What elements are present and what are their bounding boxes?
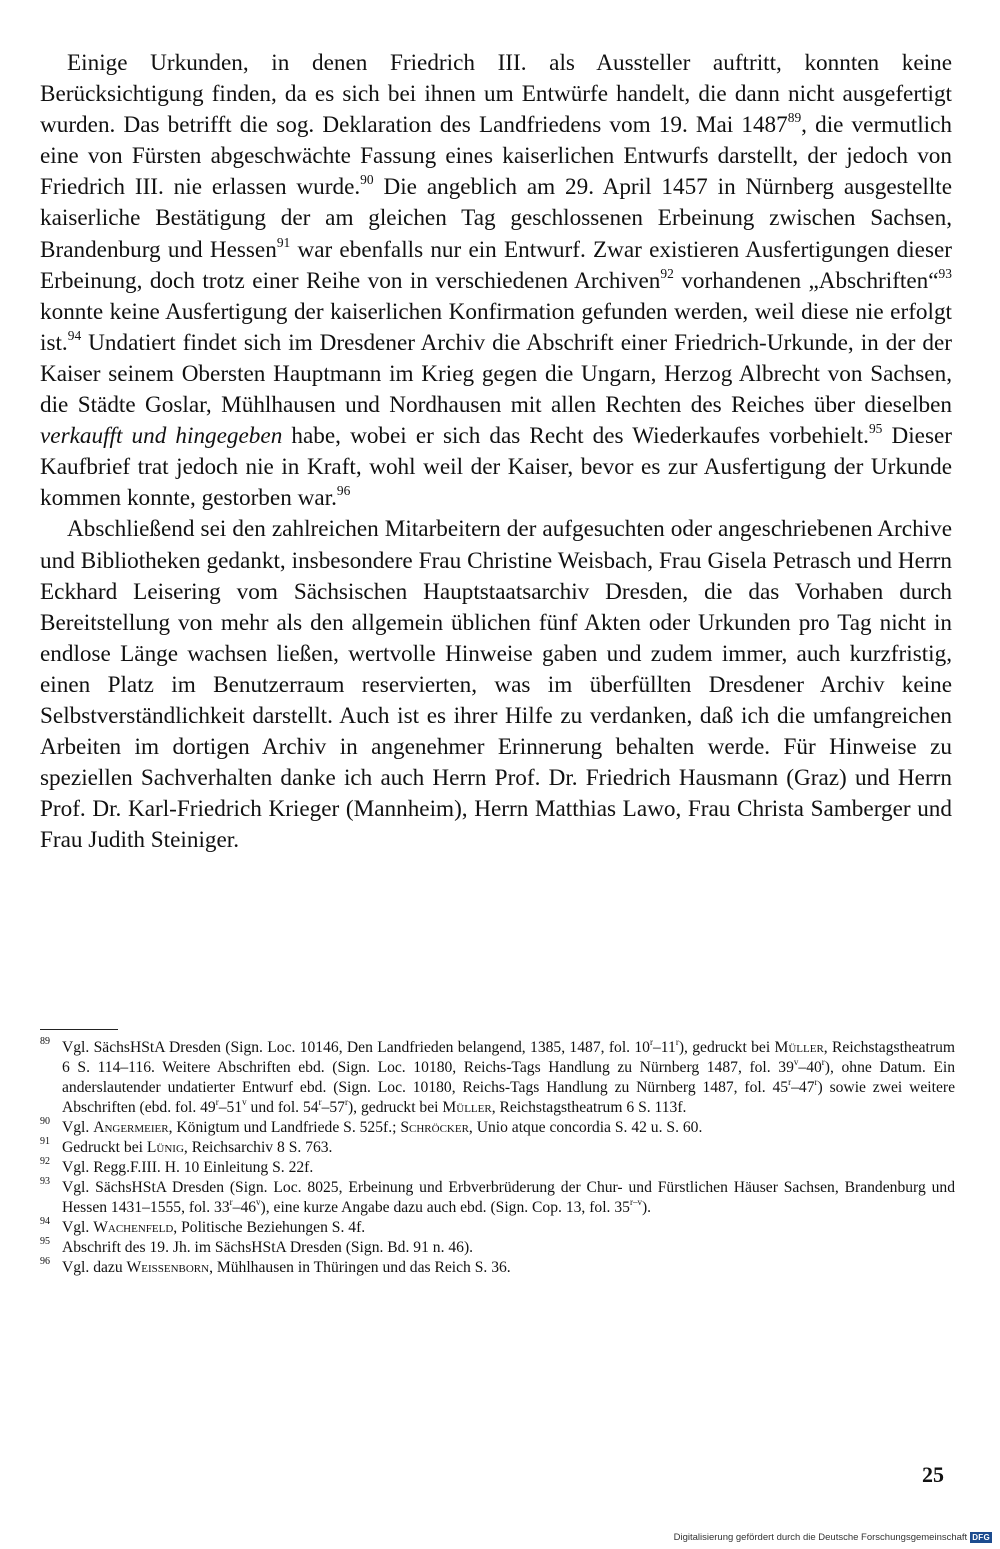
text-run: Abschrift des 19. Jh. im SächsHStA Dresden (Sign. Bd. 91 n. 46). bbox=[62, 1239, 474, 1256]
text-run: –51 bbox=[218, 1099, 243, 1116]
footnote-number: 93 bbox=[40, 1176, 50, 1187]
text-run: Undatiert findet sich im Dresdener Archiv die Abschrift einer Friedrich-Urkunde, in der der Kaiser seinem Obersten Hauptmann im Krieg gegen die Ungarn, Herzog Albrecht von Sachsen, die Städte Goslar, Mühlhausen und Nordhausen mit allen Rechten des Reiches über dieselben bbox=[40, 329, 952, 419]
footnote-ref: 92 bbox=[660, 265, 674, 281]
text-run: habe, wobei er sich das Recht des Wiederkaufes vorbehielt. bbox=[282, 423, 869, 450]
footnote-ref: r bbox=[788, 1077, 792, 1088]
text-run: , Unio atque concordia S. 42 u. S. 60. bbox=[468, 1119, 703, 1136]
author-name: Angermeier bbox=[93, 1119, 169, 1136]
footnote-ref: r bbox=[229, 1197, 233, 1208]
footnote-number: 89 bbox=[40, 1036, 50, 1047]
author-name: Müller bbox=[442, 1099, 492, 1116]
text-run: Vgl. dazu bbox=[62, 1259, 127, 1276]
footnote-ref: r bbox=[215, 1097, 219, 1108]
footnote bbox=[40, 1038, 955, 1118]
text-run: war ebenfalls nur ein Entwurf. Zwar existieren Ausfertigungen dieser Erbeinung, doch trotz einer Reihe von in verschiedenen Archiven bbox=[40, 236, 952, 294]
text-run: , Mühlhausen in Thüringen und das Reich S. 36. bbox=[209, 1259, 511, 1276]
text-run: ), gedruckt bei bbox=[678, 1039, 775, 1056]
paragraph bbox=[40, 48, 952, 514]
text-run: Abschließend sei den zahlreichen Mitarbeitern der aufgesuchten oder angeschriebenen Archive und Bibliotheken gedankt, insbesondere Frau Christine Weisbach, Frau Gisela Petrasch und Herrn Eckhard Leisering vom Sächsischen Hauptstaatsarchiv Dresden, die das Vorhaben durch Bereitstellung von mehr als den allgemein üblichen fünf Akten oder Urkunden pro Tag nicht in endlose Länge wachsen ließen, wertvolle Hinweise gaben und zudem immer, auch kurzfristig, einen Platz im Benutzerraum reservierten, was im überfüllten Dresdener Archiv keine Selbstverständlichkeit darstellt. Auch ist es ihrer Hilfe zu verdanken, daß ich die umfangreichen Arbeiten im dortigen Archiv in angenehmer Erinnerung behalten werde. Für Hinweise zu speziellen Sachverhalten danke ich auch Herrn Prof. Dr. Friedrich Hausmann (Graz) und Herrn Prof. Dr. Karl-Friedrich Krieger (Mannheim), Herrn Matthias Lawo, Frau Christa Samberger und Frau Judith Steiniger. bbox=[40, 516, 952, 854]
text-run: Vgl. Regg.F.III. H. 10 Einleitung S. 22f. bbox=[62, 1159, 314, 1176]
paragraph bbox=[40, 514, 952, 856]
author-name: Wachenfeld bbox=[93, 1219, 174, 1236]
page-number: 25 bbox=[922, 1462, 944, 1487]
footnote bbox=[40, 1218, 955, 1238]
footnote-number: 92 bbox=[40, 1156, 50, 1167]
footnote-ref: r bbox=[675, 1037, 679, 1048]
footnote-number: 91 bbox=[40, 1136, 50, 1147]
text-run: Vgl. SächsHStA Dresden (Sign. Loc. 10146, Den Landfrieden belangend, 1385, 1487, fol. 10 bbox=[62, 1039, 650, 1056]
text-run: –40 bbox=[798, 1059, 822, 1076]
footnote-ref: v bbox=[256, 1197, 261, 1208]
text-run: , Politische Beziehungen S. 4f. bbox=[173, 1219, 366, 1236]
footnote-number: 96 bbox=[40, 1256, 50, 1267]
dfg-logo-icon: DFG bbox=[972, 1533, 990, 1542]
funding-credit bbox=[674, 1532, 992, 1543]
footnote-ref: r–v bbox=[629, 1197, 642, 1208]
text-run: ). bbox=[641, 1199, 652, 1216]
text-run: konnte keine Ausfertigung der kaiserlichen Konfirmation gefunden werden, weil diese nie erfolgt ist. bbox=[40, 298, 952, 356]
text-run: vorhandenen „Abschriften“ bbox=[673, 267, 939, 294]
credit-text: Digitalisierung gefördert durch die Deutsche Forschungsgemeinschaft bbox=[673, 1532, 968, 1543]
text-run: , Reichsarchiv 8 S. 763. bbox=[183, 1139, 333, 1156]
footnote-ref: r bbox=[318, 1097, 322, 1108]
footnote-ref: 93 bbox=[938, 265, 952, 281]
footnote-ref: 90 bbox=[360, 172, 374, 188]
text-run: –46 bbox=[232, 1199, 257, 1216]
author-name: Müller bbox=[774, 1039, 824, 1056]
author-name: Weissenborn bbox=[126, 1259, 210, 1276]
footnote bbox=[40, 1238, 955, 1258]
footnote-number: 94 bbox=[40, 1216, 50, 1227]
footnote-ref: v bbox=[242, 1097, 247, 1108]
text-run: , die vermutlich eine von Fürsten abgeschwächte Fassung eines kaiserlichen Entwurfs darstellt, der jedoch von Friedrich III. nie erlassen wurde. bbox=[40, 112, 953, 201]
footnote bbox=[40, 1138, 955, 1158]
text-run: , Reichstagstheatrum 6 S. 113f. bbox=[491, 1099, 687, 1116]
footnote-separator bbox=[40, 1029, 118, 1030]
footnote-ref: r bbox=[821, 1057, 825, 1068]
footnote-number: 90 bbox=[40, 1116, 50, 1127]
footnote bbox=[40, 1158, 955, 1178]
footnote-ref: r bbox=[344, 1097, 348, 1108]
footnote bbox=[40, 1258, 955, 1278]
text-run: –57 bbox=[321, 1099, 345, 1116]
footnote-ref: 96 bbox=[336, 483, 351, 499]
text-run: , Reichstagstheatrum 6 S. 114–116. Weitere Abschriften ebd. (Sign. Loc. 10180, Reichs-Tags Handlung zu Nürnberg 1487, fol. 39 bbox=[62, 1039, 955, 1076]
text-run: Vgl. bbox=[62, 1119, 94, 1136]
footnote bbox=[40, 1118, 955, 1138]
text-run: Gedruckt bei bbox=[62, 1139, 147, 1156]
text-run: Einige Urkunden, in denen Friedrich III. als Aussteller auftritt, konnten keine Berücksichtigung finden, da es sich bei ihnen um Entwürfe handelt, die dann nicht ausgefertigt wurden. Das betrifft die sog. Deklaration des Landfriedens vom 19. Mai 1487 bbox=[40, 50, 952, 139]
footnote-ref: 94 bbox=[67, 327, 82, 343]
text-run: ) sowie zwei weitere Abschriften (ebd. fol. 49 bbox=[62, 1079, 955, 1116]
text-run: Dieser Kaufbrief trat jedoch nie in Kraft, wohl weil der Kaiser, bevor es zur Ausfertigung der Urkunde kommen konnte, gestorben war. bbox=[40, 423, 952, 512]
text-run: ), eine kurze Angabe dazu auch ebd. (Sign. Cop. 13, fol. 35 bbox=[260, 1199, 630, 1216]
author-name: Lünig bbox=[146, 1139, 184, 1156]
text-run: Vgl. SächsHStA Dresden (Sign. Loc. 8025, Erbeinung und Erbverbrüderung der Chur- und Fürstlichen Häuser Sachsen, Brandenburg und Hessen 1431–1555, fol. 33 bbox=[62, 1179, 955, 1216]
text-run: , Königtum und Landfriede S. 525f.; bbox=[168, 1119, 401, 1136]
text-run: ), ohne Datum. Ein anderslautender undatierter Entwurf ebd. (Sign. Loc. 10180, Reichs-Tags Handlung zu Nürnberg 1487, fol. 45 bbox=[62, 1059, 956, 1096]
text-run: Die angeblich am 29. April 1457 in Nürnberg ausgestellte kaiserliche Bestätigung der am gleichen Tag geschlossenen Erbeinung zwischen Sachsen, Brandenburg und Hessen bbox=[40, 174, 952, 263]
text-run: und fol. 54 bbox=[246, 1099, 319, 1116]
italic-quote: verkaufft und hingegeben bbox=[40, 423, 283, 450]
footnote-ref: 89 bbox=[787, 110, 802, 126]
footnote bbox=[40, 1178, 955, 1218]
footnote-ref: 91 bbox=[276, 234, 291, 250]
text-run: Vgl. bbox=[62, 1219, 94, 1236]
footnotes bbox=[40, 1038, 955, 1278]
footnote-ref: v bbox=[793, 1057, 799, 1068]
body-text bbox=[40, 48, 952, 856]
footnote-ref: r bbox=[649, 1037, 653, 1048]
footnote-number: 95 bbox=[40, 1236, 50, 1247]
text-run: ), gedruckt bei bbox=[347, 1099, 443, 1116]
footnote-ref: r bbox=[814, 1077, 818, 1088]
text-run: –47 bbox=[791, 1079, 815, 1096]
text-run: –11 bbox=[653, 1039, 676, 1056]
author-name: Schröcker bbox=[400, 1119, 469, 1136]
footnote-ref: 95 bbox=[868, 421, 883, 437]
